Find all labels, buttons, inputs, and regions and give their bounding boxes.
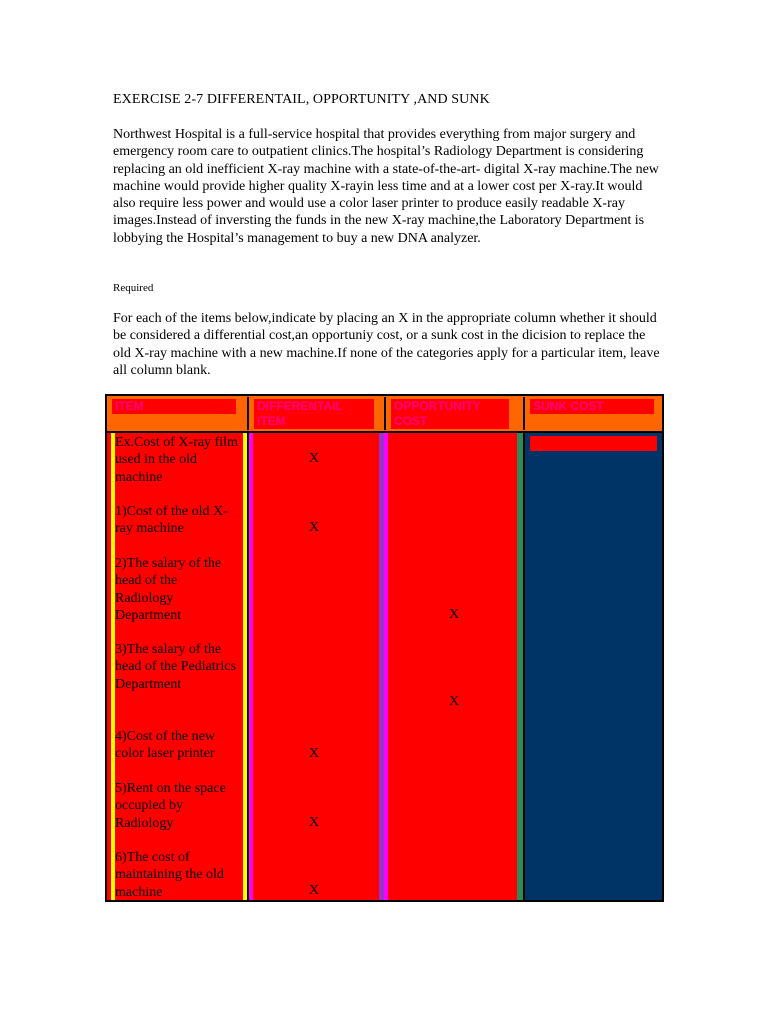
differential-mark: X	[309, 746, 320, 761]
exercise-title: EXERCISE 2-7 DIFFERENTAIL, OPPORTUNITY ,AND SUNK	[113, 92, 490, 107]
table-row-item: Ex.Cost of X-ray film used in the old machine	[115, 435, 238, 485]
instructions-paragraph: For each of the items below,indicate by placing an X in the appropriate column whether it should be considered a differential cost,an opportuniy cost, or a sunk cost in the dicision to replace the old X-ray machine with a new machine.If none of the categories apply for a particular item, leave all column blank.	[113, 311, 660, 378]
differential-mark: X	[309, 520, 320, 535]
header-opportunity	[384, 397, 523, 430]
header-sunk-label: SUNK COST	[530, 399, 654, 414]
header-differential-label: DIFFERENTAIL ITEM	[254, 399, 374, 429]
table-row-item: 5)Rent on the space occupied by Radiology	[115, 781, 226, 831]
header-item	[107, 397, 247, 430]
table-row-item: 3)The salary of the head of the Pediatrics Department	[115, 642, 236, 692]
sunk-first-cell	[530, 436, 657, 451]
sunk-column	[525, 433, 662, 900]
opportunity-mark: X	[449, 694, 460, 709]
header-opportunity-label: OPPORTUNITY COST	[391, 399, 509, 429]
opportunity-mark: X	[449, 607, 460, 622]
header-sunk	[523, 397, 662, 430]
header-differential	[247, 397, 384, 430]
differential-mark: X	[309, 815, 320, 830]
header-item-label: ITEM	[112, 399, 236, 414]
table-row-item: 1)Cost of the old X-ray machine	[115, 504, 228, 537]
table-header	[107, 396, 662, 432]
required-label: Required	[113, 282, 154, 294]
differential-mark: X	[309, 451, 320, 466]
differential-mark: X	[309, 883, 320, 898]
table-row-item: 4)Cost of the new color laser printer	[115, 729, 215, 762]
intro-paragraph: Northwest Hospital is a full-service hospital that provides everything from major surgery and emergency room care to outpatient clinics.The hospital’s Radiology Department is considering replacing an old inefficient X-ray machine with a state-of-the-art- digital X-ray machine.The new machine would provide higher quality X-rayin less time and at a lower cost per X-ray.It would also require less power and would use a color laser printer to produce easily readable X-ray images.Instead of inversting the funds in the new X-ray machine,the Laboratory Department is lobbying the Hospital’s management to buy a new DNA analyzer.	[113, 127, 659, 246]
table-row-item: 6)The cost of maintaining the old machine	[115, 850, 224, 900]
cost-classification-table	[105, 394, 664, 902]
opportunity-column	[388, 433, 517, 900]
header-divider	[107, 431, 662, 433]
table-row-item: 2)The salary of the head of the Radiology Department	[115, 556, 222, 623]
